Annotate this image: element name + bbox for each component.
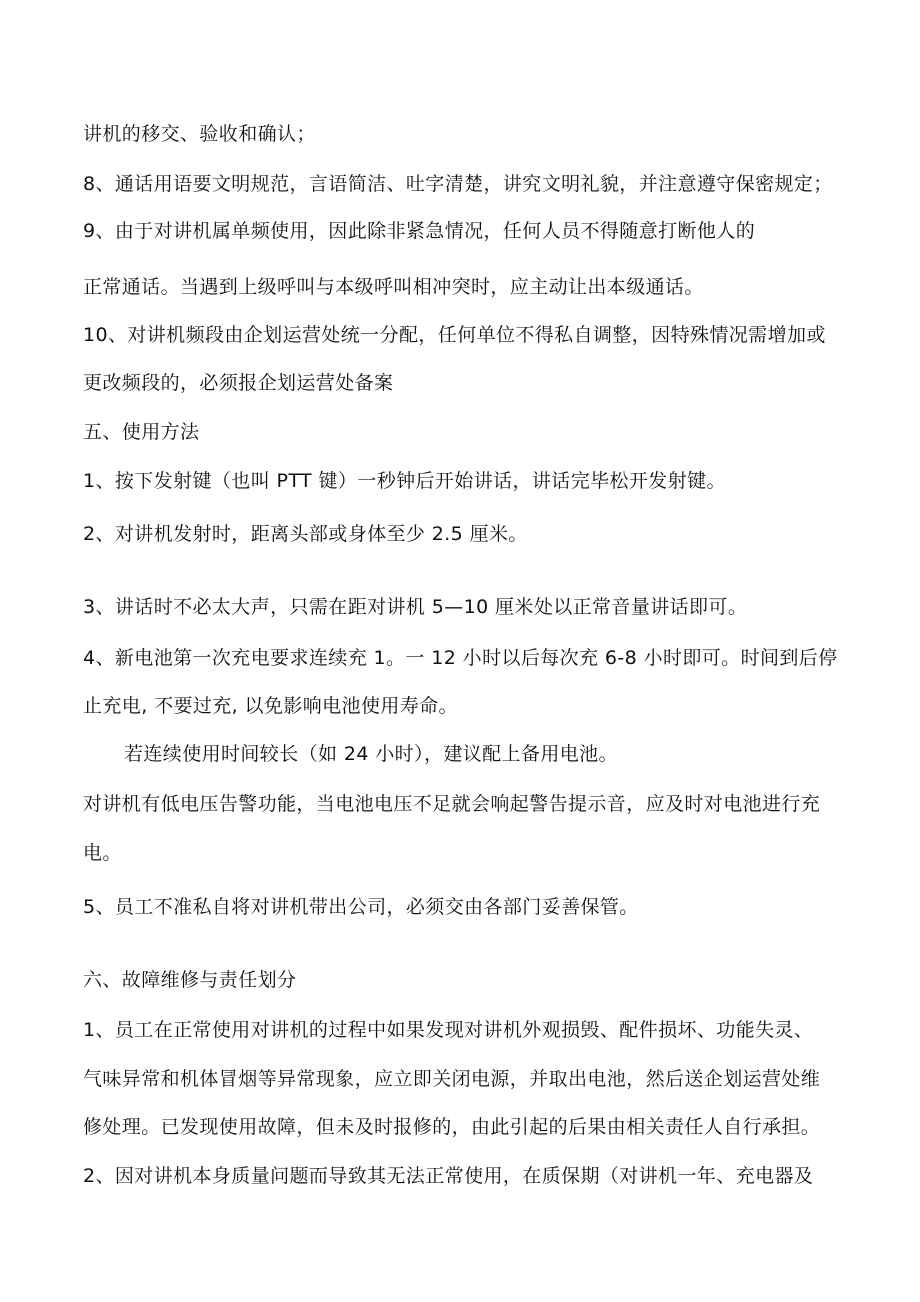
text-line: 2、因对讲机本身质量问题而导致其无法正常使用，在质保期（对讲机一年、充电器及 <box>83 1165 814 1187</box>
section-heading: 六、故障维修与责任划分 <box>83 969 297 991</box>
text-line: 2、对讲机发射时，距离头部或身体至少 2.5 厘米。 <box>83 523 528 545</box>
text-line: 修处理。已发现使用故障，但未及时报修的，由此引起的后果由相关责任人自行承担。 <box>83 1116 821 1138</box>
text-line: 9、由于对讲机属单频使用，因此除非紧急情况，任何人员不得随意打断他人的 <box>83 220 756 242</box>
text-line: 止充电, 不要过充, 以免影响电池使用寿命。 <box>83 695 458 717</box>
text-line: 10、对讲机频段由企划运营处统一分配，任何单位不得私自调整，因特殊情况需增加或 <box>83 324 826 346</box>
text-line: 讲机的移交、验收和确认； <box>83 123 316 145</box>
text-line: 5、员工不准私自将对讲机带出公司，必须交由各部门妥善保管。 <box>83 896 639 918</box>
text-line: 8、通话用语要文明规范，言语简洁、吐字清楚，讲究文明礼貌，并注意遵守保密规定； <box>83 173 833 195</box>
text-line: 1、员工在正常使用对讲机的过程中如果发现对讲机外观损毁、配件损坏、功能失灵、 <box>83 1019 814 1041</box>
text-line: 若连续使用时间较长（如 24 小时），建议配上备用电池。 <box>124 743 618 765</box>
text-line: 3、讲话时不必太大声，只需在距对讲机 5—10 厘米处以正常音量讲话即可。 <box>83 596 748 618</box>
text-line: 4、新电池第一次充电要求连续充 1。一 12 小时以后每次充 6-8 小时即可。时间到后停 <box>83 647 838 669</box>
text-line: 更改频段的，必须报企划运营处备案 <box>83 372 394 394</box>
text-line: 气味异常和机体冒烟等异常现象，应立即关闭电源，并取出电池，然后送企划运营处维 <box>83 1068 821 1090</box>
text-line: 电。 <box>83 842 122 864</box>
text-line: 对讲机有低电压告警功能，当电池电压不足就会响起警告提示音，应及时对电池进行充 <box>83 793 821 815</box>
text-line: 正常通话。当遇到上级呼叫与本级呼叫相冲突时，应主动让出本级通话。 <box>83 276 704 298</box>
text-line: 1、按下发射键（也叫 PTT 键）一秒钟后开始讲话，讲话完毕松开发射键。 <box>83 470 726 492</box>
section-heading: 五、使用方法 <box>83 421 200 443</box>
